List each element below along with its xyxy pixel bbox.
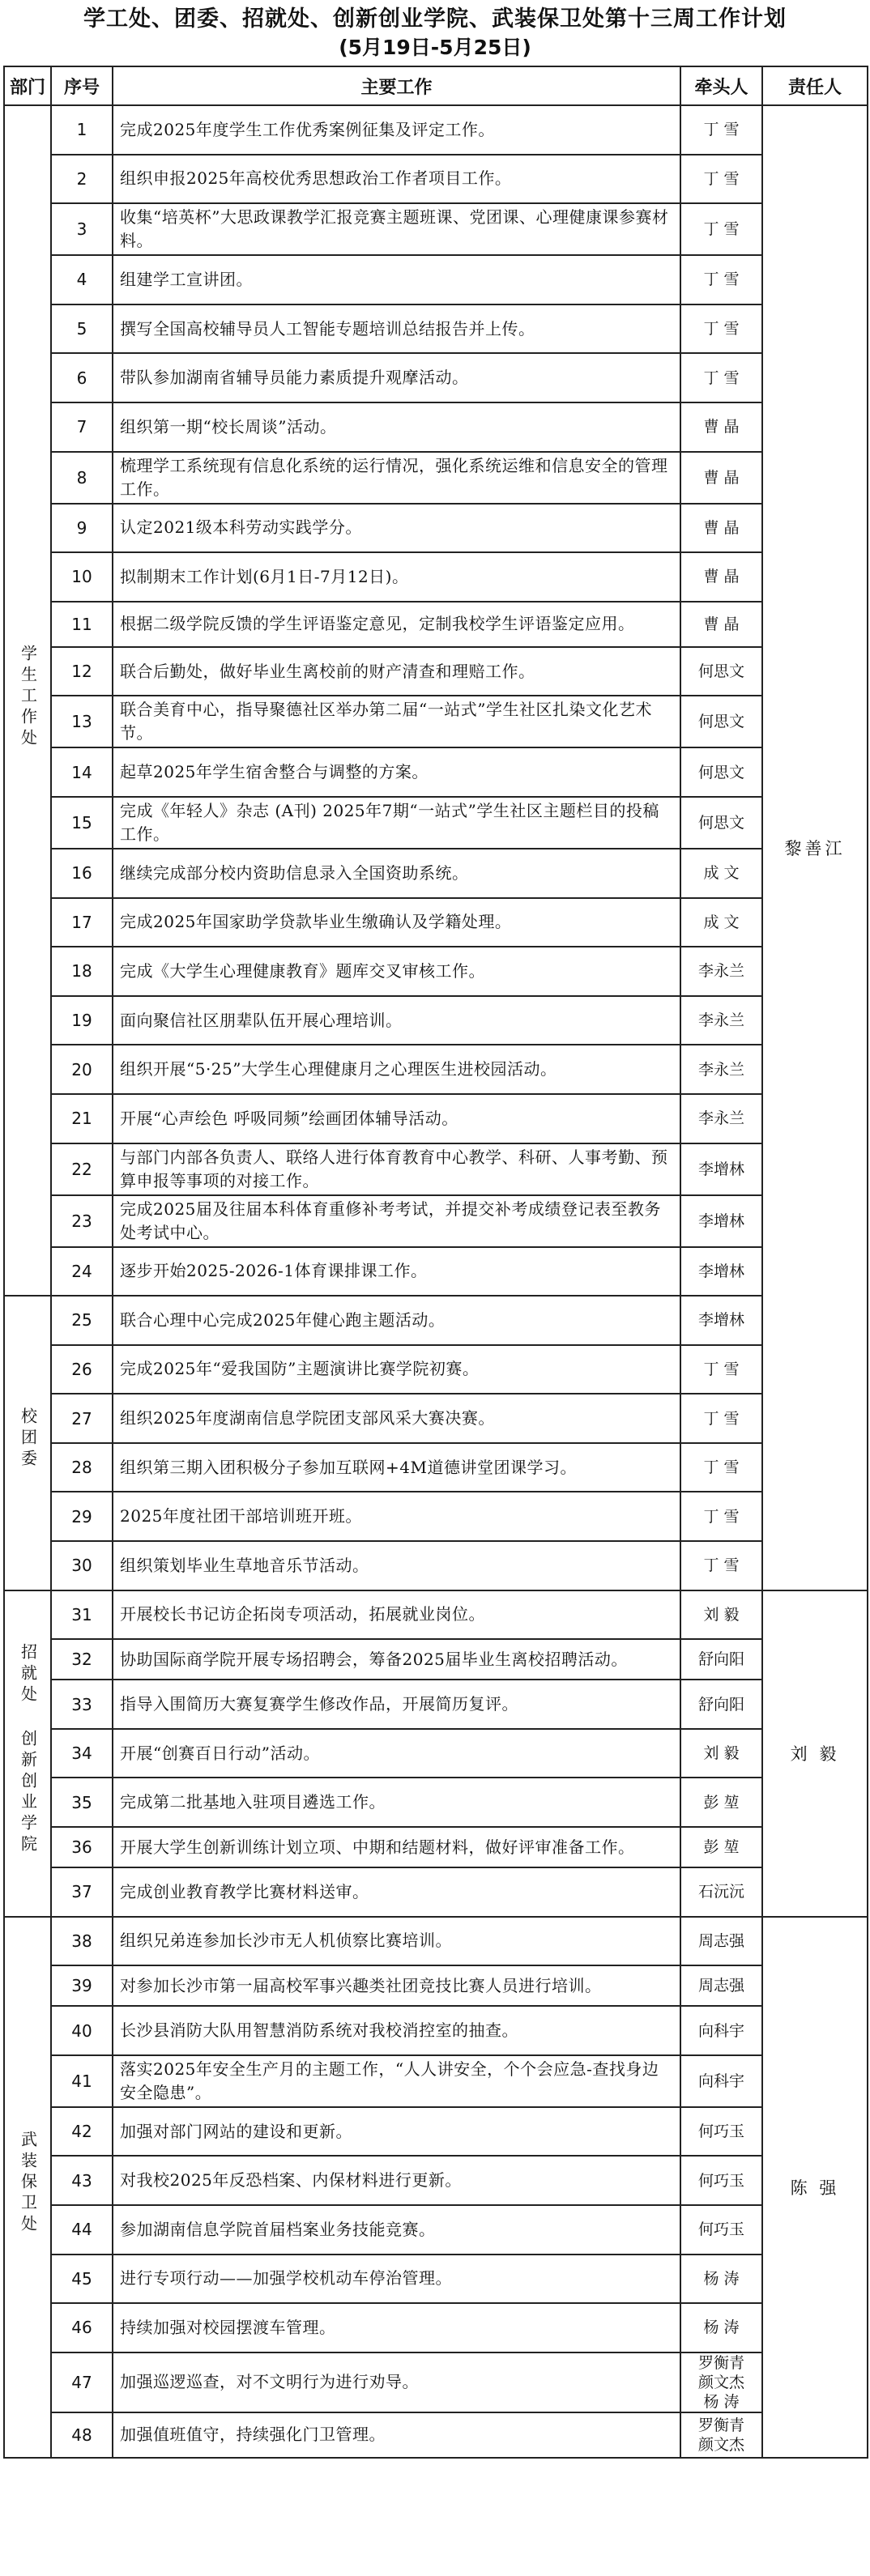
lead-name: 曹 晶 [703, 518, 740, 537]
table-row [4, 849, 868, 898]
lead-name: 丁 雪 [703, 220, 740, 239]
lead-name: 曹 晶 [703, 418, 740, 436]
dept-label: 武装保卫处 [18, 2131, 38, 2237]
work-item: 开展“心声绘色 呼吸同频”绘画团体辅导活动。 [113, 1094, 680, 1143]
lead-name: 丁 雪 [703, 368, 740, 387]
work-item: 进行专项行动——加强学校机动车停治管理。 [113, 2255, 680, 2304]
lead-name: 李增林 [697, 1311, 744, 1330]
work-item: 组织第一期“校长周谈”活动。 [113, 402, 680, 452]
row-number: 42 [51, 2107, 113, 2157]
lead-person [680, 2255, 762, 2304]
row-number: 48 [51, 2412, 113, 2458]
row-number: 39 [51, 1965, 113, 2006]
row-number: 33 [51, 1680, 113, 1729]
table-row [4, 996, 868, 1045]
row-number: 27 [51, 1394, 113, 1443]
lead-person [680, 402, 762, 452]
work-item: 认定2021级本科劳动实践学分。 [113, 504, 680, 553]
work-item: 完成《年轻人》杂志 (A刊) 2025年7期“一站式”学生社区主题栏目的投稿工作。 [113, 797, 680, 849]
lead-person [680, 504, 762, 553]
row-number: 25 [51, 1296, 113, 1345]
table-row [4, 1590, 868, 1640]
work-item: 参加湖南信息学院首届档案业务技能竞赛。 [113, 2205, 680, 2255]
table-row [4, 1094, 868, 1143]
lead-person [680, 747, 762, 797]
row-number: 38 [51, 1917, 113, 1966]
lead-name: 李增林 [697, 1211, 744, 1230]
lead-name: 颜文杰 [697, 2435, 744, 2454]
lead-person [680, 1827, 762, 1867]
lead-name: 彭 堃 [703, 1793, 740, 1812]
responsible-person: 刘 毅 [762, 1590, 868, 1917]
row-number: 21 [51, 1094, 113, 1143]
lead-person [680, 203, 762, 255]
lead-name: 丁 雪 [703, 320, 740, 338]
row-number: 32 [51, 1639, 113, 1680]
row-number: 44 [51, 2205, 113, 2255]
table-row [4, 2352, 868, 2412]
table-row [4, 747, 868, 797]
work-item: 起草2025年学生宿舍整合与调整的方案。 [113, 747, 680, 797]
table-row [4, 1680, 868, 1729]
table-row [4, 1492, 868, 1541]
lead-name: 何巧玉 [697, 2123, 744, 2141]
work-item: 对参加长沙市第一届高校军事兴趣类社团竞技比赛人员进行培训。 [113, 1965, 680, 2006]
lead-name: 刘 毅 [703, 1744, 740, 1763]
table-row [4, 1195, 868, 1247]
table-row [4, 402, 868, 452]
row-number: 7 [51, 402, 113, 452]
lead-person [680, 304, 762, 354]
work-item: 完成创业教育教学比赛材料送审。 [113, 1867, 680, 1917]
lead-name: 刘 毅 [703, 1605, 740, 1624]
table-row [4, 1827, 868, 1867]
lead-name: 丁 雪 [703, 1458, 740, 1477]
table-row [4, 2412, 868, 2458]
work-item: 联合心理中心完成2025年健心跑主题活动。 [113, 1296, 680, 1345]
row-number: 34 [51, 1729, 113, 1778]
row-number: 29 [51, 1492, 113, 1541]
row-number: 41 [51, 2055, 113, 2107]
lead-person [680, 255, 762, 304]
work-item: 完成2025届及往届本科体育重修补考考试，并提交补考成绩登记表至教务处考试中心。 [113, 1195, 680, 1247]
row-number: 35 [51, 1778, 113, 1827]
dept-label: 校团委 [18, 1407, 38, 1471]
table-row [4, 797, 868, 849]
lead-name: 丁 雪 [703, 1409, 740, 1428]
row-number: 24 [51, 1247, 113, 1297]
lead-person [680, 2205, 762, 2255]
work-item: 组织申报2025年高校优秀思想政治工作者项目工作。 [113, 155, 680, 204]
lead-name: 何思文 [697, 813, 744, 832]
lead-person [680, 1247, 762, 1297]
lead-person [680, 1296, 762, 1345]
lead-person [680, 1195, 762, 1247]
row-number: 1 [51, 105, 113, 155]
table-body [4, 105, 868, 2458]
table-row [4, 1917, 868, 1966]
lead-name: 舒向阳 [697, 1650, 744, 1669]
work-plan-table [3, 66, 868, 2459]
work-item: 根据二级学院反馈的学生评语鉴定意见，定制我校学生评语鉴定应用。 [113, 602, 680, 647]
table-row [4, 2006, 868, 2055]
lead-name: 向科宇 [697, 2021, 744, 2040]
work-item: 与部门内部各负责人、联络人进行体育教育中心教学、科研、人事考勤、预算申报等事项的对接工作。 [113, 1143, 680, 1195]
table-row [4, 1639, 868, 1680]
lead-person [680, 1917, 762, 1966]
lead-name: 周志强 [697, 1931, 744, 1950]
lead-name: 何巧玉 [697, 2220, 744, 2239]
lead-person [680, 105, 762, 155]
work-item: 协助国际商学院开展专场招聘会，筹备2025届毕业生离校招聘活动。 [113, 1639, 680, 1680]
lead-name: 丁 雪 [703, 1507, 740, 1526]
table-row [4, 1345, 868, 1394]
lead-person [680, 2107, 762, 2157]
responsible-person: 黎善江 [762, 105, 868, 1590]
work-item: 组织第三期入团积极分子参加互联网+4M道德讲堂团课学习。 [113, 1443, 680, 1492]
page-subtitle: (5月19日-5月25日) [339, 35, 531, 59]
table-row [4, 255, 868, 304]
work-item: 2025年度社团干部培训班开班。 [113, 1492, 680, 1541]
table-row [4, 602, 868, 647]
work-item: 开展“创赛百日行动”活动。 [113, 1729, 680, 1778]
dept-cell [4, 1590, 51, 1917]
row-number: 17 [51, 898, 113, 947]
work-item: 联合美育中心，指导聚德社区举办第二届“一站式”学生社区扎染文化艺术节。 [113, 696, 680, 747]
row-number: 26 [51, 1345, 113, 1394]
work-item: 联合后勤处，做好毕业生离校前的财产清查和理赔工作。 [113, 647, 680, 696]
row-number: 45 [51, 2255, 113, 2304]
lead-person [680, 1345, 762, 1394]
dept-label: 招就处 [18, 1643, 38, 1707]
table-row [4, 1867, 868, 1917]
lead-name: 向科宇 [697, 2071, 744, 2090]
row-number: 15 [51, 797, 113, 849]
header-dept: 部门 [4, 66, 51, 105]
work-item: 撰写全国高校辅导员人工智能专题培训总结报告并上传。 [113, 304, 680, 354]
lead-name: 成 文 [703, 913, 740, 931]
lead-person [680, 1590, 762, 1640]
work-item: 完成第二批基地入驻项目遴选工作。 [113, 1778, 680, 1827]
table-row [4, 304, 868, 354]
row-number: 22 [51, 1143, 113, 1195]
table-row [4, 504, 868, 553]
work-item: 对我校2025年反恐档案、内保材料进行更新。 [113, 2156, 680, 2205]
lead-name: 丁 雪 [703, 169, 740, 188]
table-row [4, 155, 868, 204]
work-item: 面向聚信社区朋辈队伍开展心理培训。 [113, 996, 680, 1045]
table-row [4, 552, 868, 602]
row-number: 12 [51, 647, 113, 696]
lead-name: 曹 晶 [703, 615, 740, 633]
work-item: 落实2025年安全生产月的主题工作，“人人讲安全，个个会应急-查找身边安全隐患”。 [113, 2055, 680, 2107]
work-item: 加强对部门网站的建设和更新。 [113, 2107, 680, 2157]
table-row [4, 1296, 868, 1345]
lead-person [680, 452, 762, 504]
lead-person [680, 155, 762, 204]
row-number: 20 [51, 1045, 113, 1094]
lead-person [680, 1639, 762, 1680]
lead-name: 舒向阳 [697, 1695, 744, 1714]
lead-person [680, 1965, 762, 2006]
row-number: 30 [51, 1541, 113, 1590]
row-number: 5 [51, 304, 113, 354]
row-number: 14 [51, 747, 113, 797]
lead-person [680, 1492, 762, 1541]
lead-name: 丁 雪 [703, 1556, 740, 1575]
work-item: 持续加强对校园摆渡车管理。 [113, 2303, 680, 2352]
lead-person [680, 1680, 762, 1729]
lead-name: 何思文 [697, 763, 744, 781]
work-item: 加强值班值守，持续强化门卫管理。 [113, 2412, 680, 2458]
row-number: 47 [51, 2352, 113, 2412]
lead-person [680, 1541, 762, 1590]
lead-person [680, 947, 762, 996]
lead-name: 石沅沅 [697, 1883, 744, 1901]
lead-person [680, 602, 762, 647]
lead-person [680, 552, 762, 602]
lead-person [680, 2055, 762, 2107]
table-row [4, 452, 868, 504]
dept-label: 创新创业学院 [18, 1730, 38, 1857]
lead-person [680, 849, 762, 898]
work-item: 逐步开始2025-2026-1体育课排课工作。 [113, 1247, 680, 1297]
row-number: 28 [51, 1443, 113, 1492]
table-row [4, 898, 868, 947]
responsible-person: 陈 强 [762, 1917, 868, 2458]
work-item: 长沙县消防大队用智慧消防系统对我校消控室的抽查。 [113, 2006, 680, 2055]
table-row [4, 203, 868, 255]
work-item: 组织策划毕业生草地音乐节活动。 [113, 1541, 680, 1590]
dept-label: 学生工作处 [18, 644, 38, 750]
row-number: 10 [51, 552, 113, 602]
lead-person [680, 2412, 762, 2458]
lead-name: 何巧玉 [697, 2171, 744, 2190]
row-number: 4 [51, 255, 113, 304]
table-row [4, 105, 868, 155]
lead-person [680, 1143, 762, 1195]
row-number: 40 [51, 2006, 113, 2055]
row-number: 43 [51, 2156, 113, 2205]
lead-person [680, 898, 762, 947]
lead-name: 成 文 [703, 864, 740, 883]
work-item: 收集“培英杯”大思政课教学汇报竞赛主题班课、党团课、心理健康课参赛材料。 [113, 203, 680, 255]
work-item: 梳理学工系统现有信息化系统的运行情况，强化系统运维和信息安全的管理工作。 [113, 452, 680, 504]
lead-name: 丁 雪 [703, 121, 740, 139]
work-item: 开展校长书记访企拓岗专项活动，拓展就业岗位。 [113, 1590, 680, 1640]
lead-person [680, 1045, 762, 1094]
lead-name: 丁 雪 [703, 270, 740, 289]
table-row [4, 1729, 868, 1778]
lead-name: 杨 涛 [703, 2269, 740, 2288]
work-item: 完成2025年度学生工作优秀案例征集及评定工作。 [113, 105, 680, 155]
lead-name: 周志强 [697, 1977, 744, 1995]
lead-name: 何思文 [697, 713, 744, 731]
row-number: 8 [51, 452, 113, 504]
table-row [4, 1965, 868, 2006]
row-number: 31 [51, 1590, 113, 1640]
lead-name: 杨 涛 [703, 2318, 740, 2337]
row-number: 46 [51, 2303, 113, 2352]
table-row [4, 1143, 868, 1195]
table-row [4, 1541, 868, 1590]
row-number: 11 [51, 602, 113, 647]
lead-name: 李永兰 [697, 962, 744, 981]
lead-person [680, 2352, 762, 2412]
row-number: 9 [51, 504, 113, 553]
lead-person [680, 1394, 762, 1443]
work-item: 拟制期末工作计划(6月1日-7月12日)。 [113, 552, 680, 602]
work-item: 指导入围简历大赛复赛学生修改作品，开展简历复评。 [113, 1680, 680, 1729]
header-resp: 责任人 [762, 66, 868, 105]
lead-name: 丁 雪 [703, 1360, 740, 1378]
lead-name: 李增林 [697, 1262, 744, 1280]
lead-person [680, 647, 762, 696]
table-row [4, 947, 868, 996]
lead-name: 何思文 [697, 662, 744, 681]
lead-person [680, 696, 762, 747]
lead-name: 彭 堃 [703, 1838, 740, 1857]
work-item: 完成2025年“爱我国防”主题演讲比赛学院初赛。 [113, 1345, 680, 1394]
lead-name: 杨 涛 [703, 2392, 740, 2411]
dept-cell [4, 105, 51, 1296]
lead-name: 罗衡青 [697, 2353, 744, 2372]
work-item: 开展大学生创新训练计划立项、中期和结题材料，做好评审准备工作。 [113, 1827, 680, 1867]
work-item: 组织兄弟连参加长沙市无人机侦察比赛培训。 [113, 1917, 680, 1966]
table-row [4, 2205, 868, 2255]
lead-name: 曹 晶 [703, 468, 740, 487]
row-number: 3 [51, 203, 113, 255]
table-row [4, 1394, 868, 1443]
dept-cell [4, 1917, 51, 2458]
work-item: 组建学工宣讲团。 [113, 255, 680, 304]
row-number: 37 [51, 1867, 113, 1917]
work-item: 继续完成部分校内资助信息录入全国资助系统。 [113, 849, 680, 898]
lead-person [680, 2006, 762, 2055]
table-header-row [4, 66, 868, 105]
title-block [0, 0, 870, 66]
table-row [4, 2303, 868, 2352]
row-number: 36 [51, 1827, 113, 1867]
table-row [4, 647, 868, 696]
lead-person [680, 1867, 762, 1917]
row-number: 16 [51, 849, 113, 898]
table-row [4, 696, 868, 747]
table-row [4, 1045, 868, 1094]
work-item: 组织2025年度湖南信息学院团支部风采大赛决赛。 [113, 1394, 680, 1443]
table-row [4, 2107, 868, 2157]
row-number: 23 [51, 1195, 113, 1247]
lead-person [680, 1094, 762, 1143]
row-number: 13 [51, 696, 113, 747]
work-item: 带队参加湖南省辅导员能力素质提升观摩活动。 [113, 353, 680, 402]
lead-person [680, 2303, 762, 2352]
lead-name: 颜文杰 [697, 2373, 744, 2391]
lead-name: 李永兰 [697, 1011, 744, 1030]
lead-name: 曹 晶 [703, 568, 740, 586]
lead-name: 罗衡青 [697, 2416, 744, 2434]
table-row [4, 2055, 868, 2107]
table-row [4, 1778, 868, 1827]
page-title: 学工处、团委、招就处、创新创业学院、武装保卫处第十三周工作计划 [83, 6, 787, 32]
row-number: 18 [51, 947, 113, 996]
header-lead: 牵头人 [680, 66, 762, 105]
header-work: 主要工作 [113, 66, 680, 105]
lead-person [680, 353, 762, 402]
lead-person [680, 1443, 762, 1492]
lead-name: 李增林 [697, 1160, 744, 1178]
lead-name: 李永兰 [697, 1109, 744, 1128]
table-row [4, 353, 868, 402]
dept-cell [4, 1296, 51, 1590]
row-number: 19 [51, 996, 113, 1045]
table-row [4, 2156, 868, 2205]
lead-person [680, 1729, 762, 1778]
lead-person [680, 2156, 762, 2205]
row-number: 6 [51, 353, 113, 402]
work-item: 完成2025年国家助学贷款毕业生缴确认及学籍处理。 [113, 898, 680, 947]
table-row [4, 1443, 868, 1492]
work-item: 完成《大学生心理健康教育》题库交叉审核工作。 [113, 947, 680, 996]
table-row [4, 1247, 868, 1297]
work-item: 组织开展“5·25”大学生心理健康月之心理医生进校园活动。 [113, 1045, 680, 1094]
lead-name: 李永兰 [697, 1060, 744, 1079]
table-row [4, 2255, 868, 2304]
lead-person [680, 1778, 762, 1827]
lead-person [680, 797, 762, 849]
lead-person [680, 996, 762, 1045]
work-item: 加强巡逻巡查，对不文明行为进行劝导。 [113, 2352, 680, 2412]
header-no: 序号 [51, 66, 113, 105]
row-number: 2 [51, 155, 113, 204]
